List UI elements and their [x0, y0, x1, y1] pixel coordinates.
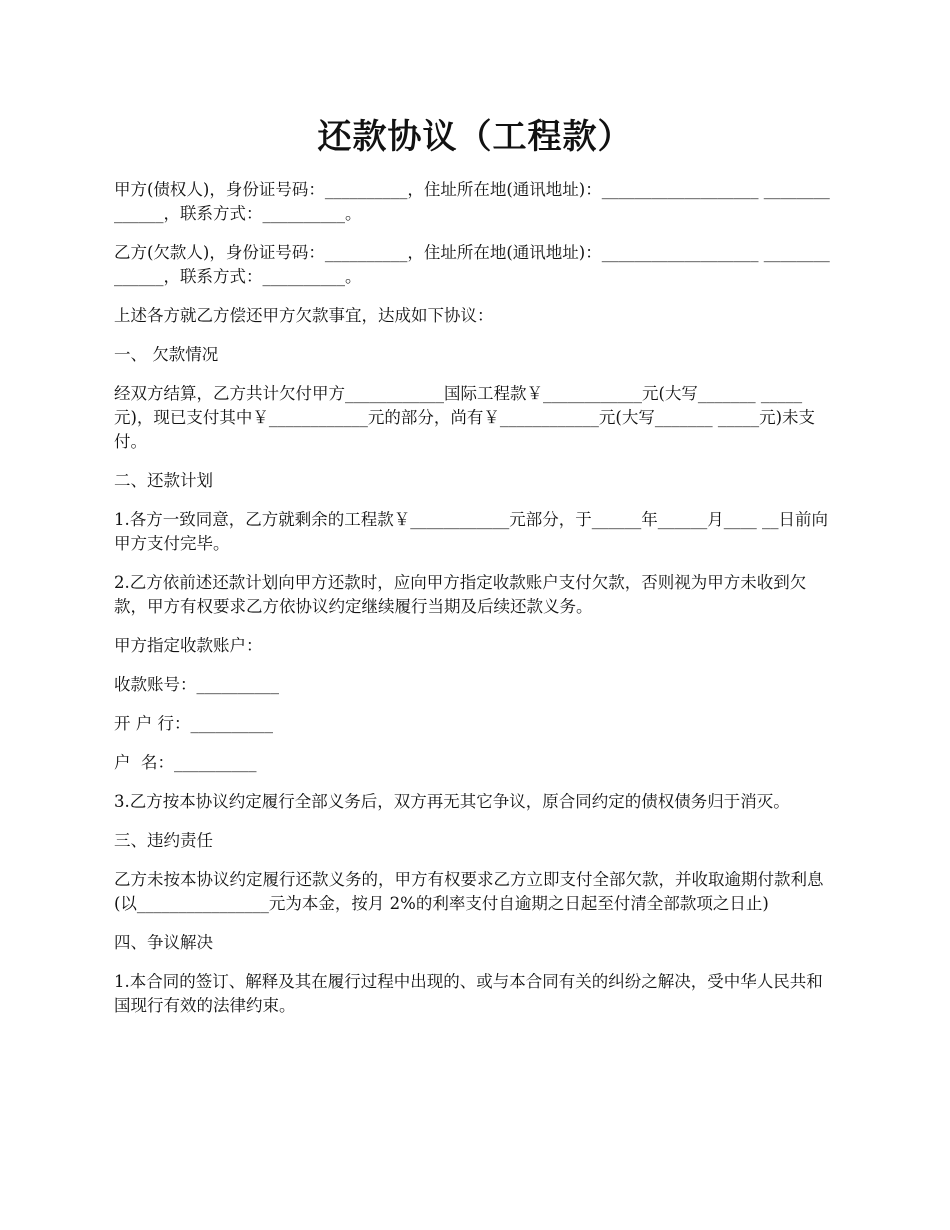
party-a-info: 甲方(债权人)，身份证号码：__________，住址所在地(通讯地址)：___________________ ______________，联系方式：__________。 [114, 180, 830, 223]
party-b-info: 乙方(欠款人)，身份证号码：__________，住址所在地(通讯地址)：___________________ ______________，联系方式：__________。 [114, 243, 830, 286]
dispute-clause-1: 1.本合同的签订、解释及其在履行过程中出现的、或与本合同有关的纠纷之解决，受中华人民共和国现行有效的法律约束。 [114, 972, 823, 1015]
section-heading-plan: 二、还款计划 [114, 471, 213, 490]
account-bank: 开 户 行：__________ [114, 714, 273, 733]
document-title: 还款协议（工程款） [317, 117, 633, 157]
document-body [114, 178, 836, 1033]
plan-clause-1: 1.各方一致同意，乙方就剩余的工程款￥____________元部分，于______年______月____ __日前向甲方支付完毕。 [114, 510, 828, 553]
section-heading-debt: 一、 欠款情况 [114, 345, 219, 364]
plan-clause-2: 2.乙方依前述还款计划向甲方还款时，应向甲方指定收款账户支付欠款，否则视为甲方未收到欠款，甲方有权要求乙方依协议约定继续履行当期及后续还款义务。 [114, 573, 807, 616]
agreement-intro: 上述各方就乙方偿还甲方欠款事宜，达成如下协议： [114, 306, 494, 325]
section-heading-dispute: 四、争议解决 [114, 933, 213, 952]
breach-clause: 乙方未按本协议约定履行还款义务的，甲方有权要求乙方立即支付全部欠款，并收取逾期付款利息(以________________元为本金，按月 2%的利率支付自逾期之日起至付清全部款项之日止) [114, 870, 824, 913]
account-heading: 甲方指定收款账户： [114, 636, 263, 655]
account-number: 收款账号：__________ [114, 675, 279, 694]
debt-details: 经双方结算，乙方共计欠付甲方____________国际工程款￥____________元(大写_______ _____元)，现已支付其中￥____________元的部分，尚有￥____________元(大写_______ _____元)未支付。 [114, 384, 816, 451]
plan-clause-3: 3.乙方按本协议约定履行全部义务后，双方再无其它争议，原合同约定的债权债务归于消灭。 [114, 792, 790, 811]
section-heading-breach: 三、违约责任 [114, 831, 213, 850]
account-holder: 户 名：__________ [114, 753, 257, 772]
